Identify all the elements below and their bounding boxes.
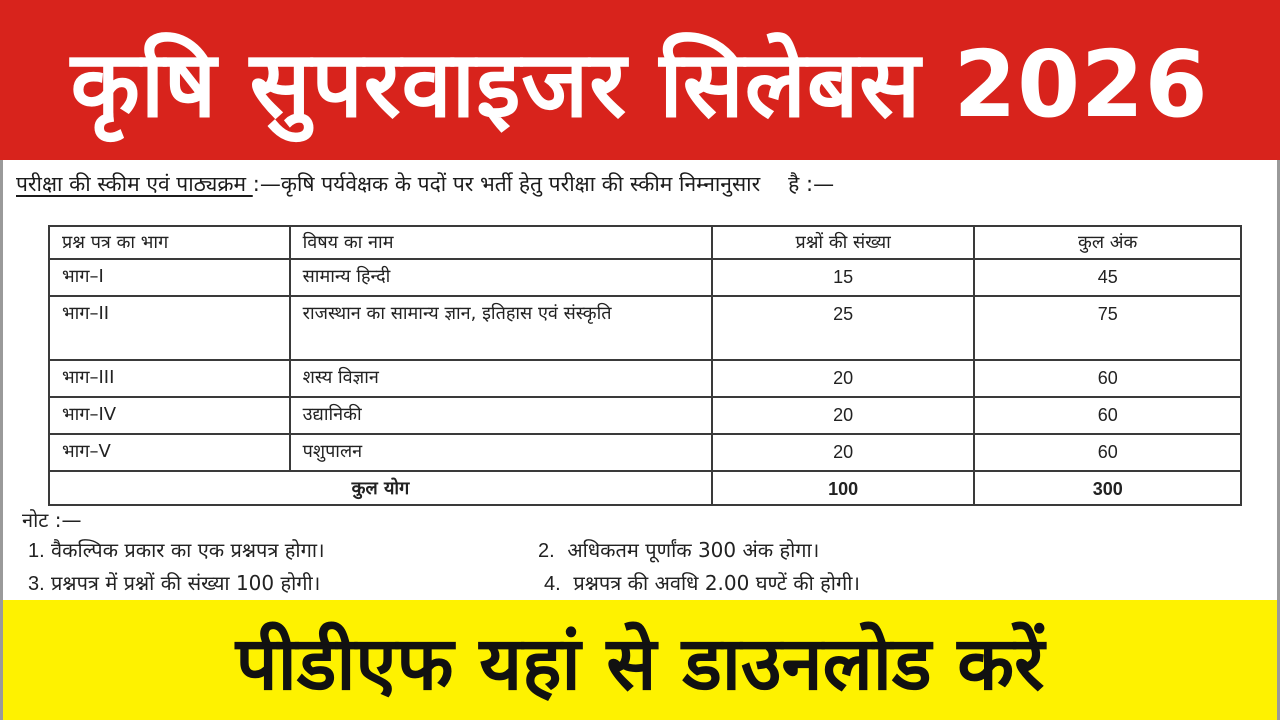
note-item: 1. वैकल्पिक प्रकार का एक प्रश्नपत्र होगा। xyxy=(28,538,325,562)
cell-marks: 75 xyxy=(974,296,1241,360)
title-banner xyxy=(0,0,1280,160)
intro-tail: है :— xyxy=(788,172,835,196)
header-questions: प्रश्नों की संख्या xyxy=(712,226,975,259)
cell-part: भाग–IV xyxy=(49,397,290,434)
exam-scheme-intro xyxy=(16,170,1266,204)
notes-row xyxy=(22,567,1262,600)
notes-row xyxy=(22,534,1262,567)
cell-questions: 25 xyxy=(712,296,975,360)
cell-subject: सामान्य हिन्दी xyxy=(290,259,712,296)
cell-marks: 45 xyxy=(974,259,1241,296)
cell-part: भाग–V xyxy=(49,434,290,471)
cell-subject: पशुपालन xyxy=(290,434,712,471)
table-row xyxy=(49,259,1241,296)
table-total-row xyxy=(49,471,1241,505)
notes-title: नोट :— xyxy=(22,508,82,532)
table-row xyxy=(49,296,1241,360)
table-row xyxy=(49,434,1241,471)
table-row xyxy=(49,360,1241,397)
notes-section xyxy=(22,506,1262,600)
table-row xyxy=(49,397,1241,434)
cell-marks: 60 xyxy=(974,360,1241,397)
total-marks: 300 xyxy=(974,471,1241,505)
cell-subject: उद्यानिकी xyxy=(290,397,712,434)
total-questions: 100 xyxy=(712,471,975,505)
exam-scheme-table xyxy=(48,225,1242,506)
table-header-row xyxy=(49,226,1241,259)
download-pdf-link[interactable]: पीडीएफ यहां से डाउनलोड करें xyxy=(235,620,1045,707)
note-item: 2. अधिकतम पूर्णांक 300 अंक होगा। xyxy=(538,538,820,562)
total-label: कुल योग xyxy=(49,471,712,505)
header-part: प्रश्न पत्र का भाग xyxy=(49,226,290,259)
note-item: 3. प्रश्नपत्र में प्रश्नों की संख्या 100 होगी। xyxy=(28,571,321,595)
cell-questions: 15 xyxy=(712,259,975,296)
note-item: 4. प्रश्नपत्र की अवधि 2.00 घण्टें की होगी। xyxy=(544,571,860,595)
cell-questions: 20 xyxy=(712,360,975,397)
page-title: कृषि सुपरवाइजर सिलेबस 2026 xyxy=(71,30,1209,138)
cell-subject: राजस्थान का सामान्य ज्ञान, इतिहास एवं संस्कृति xyxy=(290,296,712,360)
cell-part: भाग–II xyxy=(49,296,290,360)
intro-heading: परीक्षा की स्कीम एवं पाठ्यक्रम xyxy=(16,172,253,196)
cell-marks: 60 xyxy=(974,434,1241,471)
cell-part: भाग–I xyxy=(49,259,290,296)
cell-questions: 20 xyxy=(712,434,975,471)
download-banner[interactable] xyxy=(0,600,1280,720)
intro-text: :—कृषि पर्यवेक्षक के पदों पर भर्ती हेतु परीक्षा की स्कीम निम्नानुसार xyxy=(252,172,761,196)
cell-part: भाग–III xyxy=(49,360,290,397)
header-marks: कुल अंक xyxy=(974,226,1241,259)
header-subject: विषय का नाम xyxy=(290,226,712,259)
cell-subject: शस्य विज्ञान xyxy=(290,360,712,397)
cell-questions: 20 xyxy=(712,397,975,434)
cell-marks: 60 xyxy=(974,397,1241,434)
